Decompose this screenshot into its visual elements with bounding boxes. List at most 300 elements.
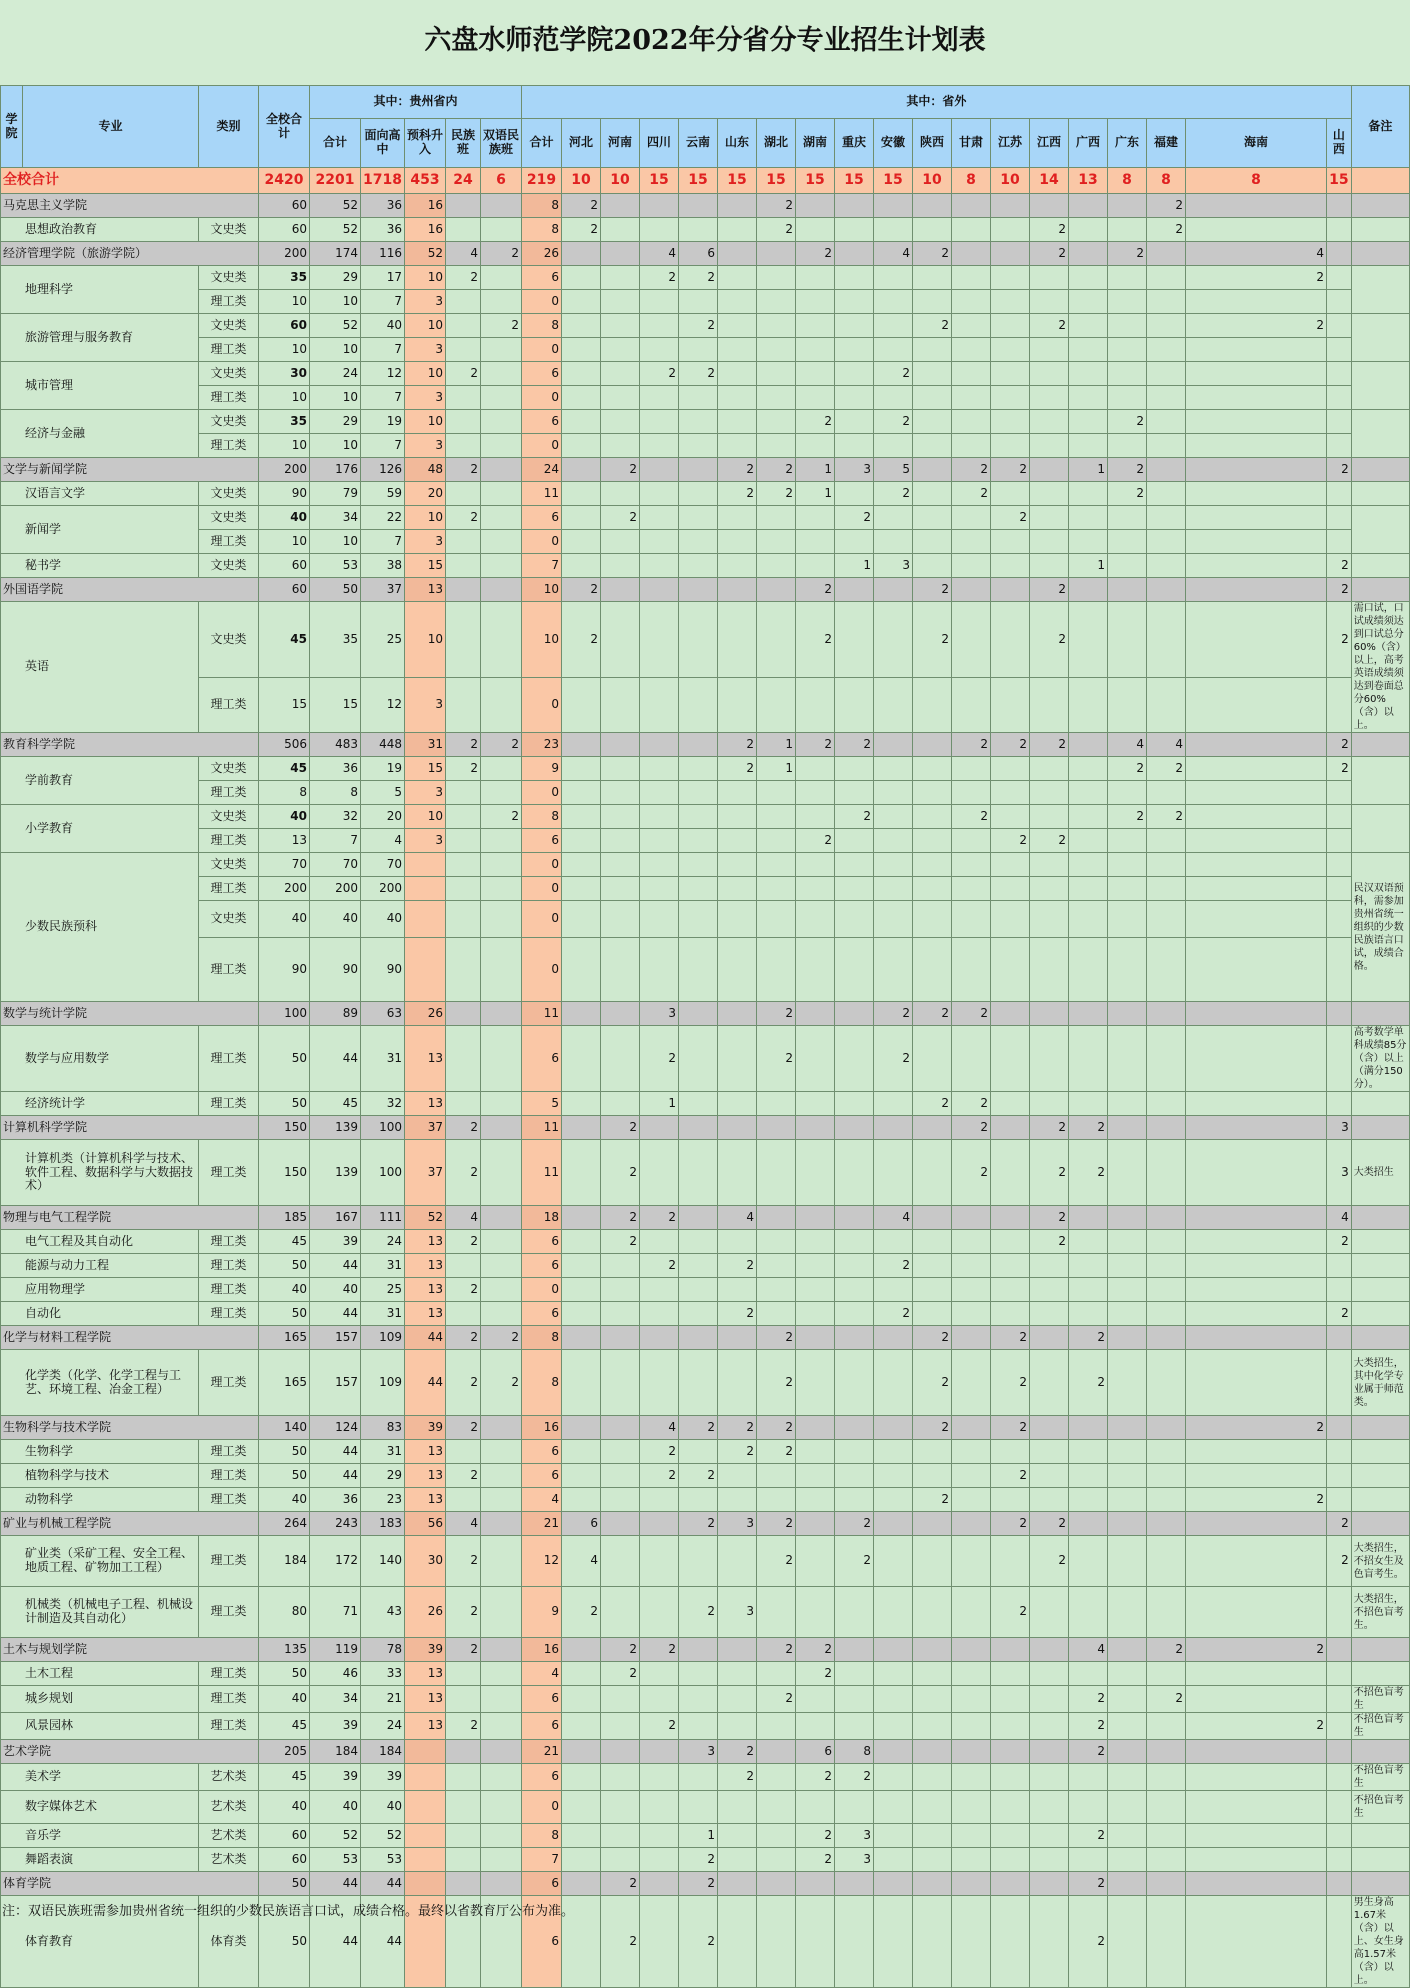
province-cell: 2 [678, 266, 717, 290]
guizhou-cell [480, 506, 521, 530]
outside-total-cell: 0 [521, 901, 561, 938]
province-cell [717, 1791, 756, 1824]
province-cell [1185, 781, 1326, 805]
guizhou-cell: 39 [310, 1764, 361, 1791]
province-cell: 2 [990, 1512, 1029, 1536]
province-cell [1185, 1278, 1326, 1302]
total-cell: 45 [259, 602, 310, 678]
outside-total-cell: 6 [521, 1896, 561, 1988]
province-cell [795, 506, 834, 530]
major-row [1, 1302, 1410, 1326]
major-row [1, 1350, 1410, 1416]
province-cell [1068, 781, 1107, 805]
province-cell [1326, 290, 1351, 314]
province-cell: 2 [1029, 578, 1068, 602]
province-cell [951, 530, 990, 554]
grand-total-cell: 453 [404, 168, 445, 194]
province-cell: 2 [1029, 1512, 1068, 1536]
province-cell [678, 530, 717, 554]
province-cell [756, 602, 795, 678]
major-name: 学前教育 [1, 757, 199, 805]
province-cell [1146, 506, 1185, 530]
province-cell [1068, 266, 1107, 290]
province-cell [1146, 1206, 1185, 1230]
outside-total-cell: 10 [521, 578, 561, 602]
province-cell [1068, 829, 1107, 853]
province-cell [951, 578, 990, 602]
guizhou-cell: 32 [361, 1092, 405, 1116]
province-cell [756, 1791, 795, 1824]
guizhou-cell: 45 [310, 1092, 361, 1116]
total-cell: 40 [259, 805, 310, 829]
province-cell: 4 [873, 242, 912, 266]
guizhou-cell [480, 1002, 521, 1026]
province-cell [561, 733, 600, 757]
guizhou-cell: 2 [445, 266, 480, 290]
province-cell: 1 [1068, 554, 1107, 578]
province-cell [1146, 530, 1185, 554]
province-cell: 2 [795, 1824, 834, 1848]
guizhou-cell: 4 [445, 1512, 480, 1536]
province-cell [990, 1764, 1029, 1791]
guizhou-cell: 44 [310, 1872, 361, 1896]
province-cell [1107, 1302, 1146, 1326]
province-cell [990, 242, 1029, 266]
guizhou-cell: 12 [361, 362, 405, 386]
province-cell [717, 1026, 756, 1092]
province-cell [1107, 877, 1146, 901]
province-cell [834, 938, 873, 1002]
guizhou-cell: 13 [404, 1686, 445, 1713]
major-row [1, 482, 1410, 506]
province-cell: 2 [1107, 757, 1146, 781]
province-cell [1068, 1791, 1107, 1824]
province-cell [600, 218, 639, 242]
province-cell [1326, 829, 1351, 853]
province-cell [990, 602, 1029, 678]
guizhou-cell: 40 [310, 1278, 361, 1302]
province-cell [834, 853, 873, 877]
province-cell [1146, 853, 1185, 877]
province-cell [951, 1512, 990, 1536]
outside-total-cell: 24 [521, 458, 561, 482]
province-cell [717, 1002, 756, 1026]
remark-cell: 民汉双语预科，需参加贵州省统一组织的少数民族语言口试，成绩合格。 [1351, 853, 1409, 1002]
guizhou-cell: 19 [361, 757, 405, 781]
province-cell [990, 853, 1029, 877]
major-row [1, 1092, 1410, 1116]
province-cell [873, 1116, 912, 1140]
province-cell [1185, 1896, 1326, 1988]
remark-cell [1351, 1662, 1409, 1686]
province-cell [600, 1740, 639, 1764]
province-cell [639, 1686, 678, 1713]
province-cell [600, 1512, 639, 1536]
province-cell [1029, 1848, 1068, 1872]
province-cell [795, 530, 834, 554]
guizhou-cell: 2 [445, 1230, 480, 1254]
college-name: 矿业与机械工程学院 [1, 1512, 259, 1536]
province-cell [1146, 242, 1185, 266]
province-cell: 2 [756, 1638, 795, 1662]
province-cell [795, 194, 834, 218]
province-cell [1326, 482, 1351, 506]
province-cell: 2 [1068, 1740, 1107, 1764]
guizhou-cell: 63 [361, 1002, 405, 1026]
province-cell [561, 678, 600, 733]
province-cell [1326, 1464, 1351, 1488]
guizhou-cell: 157 [310, 1326, 361, 1350]
province-cell [678, 678, 717, 733]
guizhou-cell: 33 [361, 1662, 405, 1686]
outside-total-cell: 21 [521, 1740, 561, 1764]
province-cell [1326, 218, 1351, 242]
province-cell [951, 1302, 990, 1326]
province-cell [1068, 410, 1107, 434]
major-name: 汉语言文学 [1, 482, 199, 506]
guizhou-cell: 39 [310, 1230, 361, 1254]
remark-cell: 需口试，口试成绩须达到口试总分60%（含）以上，高考英语成绩须达到卷面总分60%（含）以上。 [1351, 602, 1409, 733]
guizhou-cell: 44 [361, 1896, 405, 1988]
province-cell [795, 938, 834, 1002]
province-cell [834, 1116, 873, 1140]
total-cell: 60 [259, 1824, 310, 1848]
province-cell: 2 [1146, 1638, 1185, 1662]
province-cell: 2 [1107, 458, 1146, 482]
outside-total-cell: 8 [521, 194, 561, 218]
province-cell: 2 [795, 1848, 834, 1872]
province-cell [600, 757, 639, 781]
province-cell [639, 901, 678, 938]
province-cell: 2 [873, 362, 912, 386]
guizhou-cell: 44 [310, 1440, 361, 1464]
province-cell: 4 [717, 1206, 756, 1230]
province-cell: 2 [1146, 805, 1185, 829]
province-cell [600, 578, 639, 602]
province-cell [951, 1440, 990, 1464]
guizhou-cell: 7 [310, 829, 361, 853]
province-cell [1107, 1416, 1146, 1440]
total-cell: 60 [259, 1848, 310, 1872]
outside-total-cell: 6 [521, 1026, 561, 1092]
province-cell [951, 194, 990, 218]
province-cell [951, 314, 990, 338]
province-cell: 2 [717, 1416, 756, 1440]
province-cell: 4 [1107, 733, 1146, 757]
remark-cell [1351, 1302, 1409, 1326]
province-cell: 2 [1068, 1140, 1107, 1206]
province-cell [795, 434, 834, 458]
guizhou-cell: 4 [361, 829, 405, 853]
province-cell: 2 [717, 482, 756, 506]
college-name: 艺术学院 [1, 1740, 259, 1764]
province-cell [1185, 530, 1326, 554]
guizhou-cell: 52 [310, 314, 361, 338]
major-name: 数字媒体艺术 [1, 1791, 199, 1824]
province-cell [1185, 1587, 1326, 1638]
province-cell [1185, 1848, 1326, 1872]
province-cell: 2 [1029, 218, 1068, 242]
total-cell: 135 [259, 1638, 310, 1662]
province-cell [756, 314, 795, 338]
guizhou-cell: 31 [361, 1440, 405, 1464]
province-cell [1029, 1662, 1068, 1686]
guizhou-cell: 50 [310, 578, 361, 602]
province-cell [756, 678, 795, 733]
guizhou-cell: 26 [404, 1587, 445, 1638]
province-cell [1107, 386, 1146, 410]
province-cell: 4 [1326, 1206, 1351, 1230]
province-cell [600, 554, 639, 578]
province-cell: 2 [912, 1416, 951, 1440]
province-cell [600, 194, 639, 218]
province-cell [795, 314, 834, 338]
guizhou-cell: 2 [445, 1416, 480, 1440]
grand-total-cell: 8 [951, 168, 990, 194]
province-cell: 2 [678, 362, 717, 386]
province-cell [1068, 1764, 1107, 1791]
guizhou-cell [480, 1092, 521, 1116]
province-cell [600, 829, 639, 853]
province-cell: 2 [756, 458, 795, 482]
guizhou-cell [480, 1206, 521, 1230]
category-cell: 文史类 [199, 362, 259, 386]
province-cell [834, 829, 873, 853]
remark-cell [1351, 1740, 1409, 1764]
province-cell [990, 1872, 1029, 1896]
province-cell [912, 1140, 951, 1206]
province-cell [756, 554, 795, 578]
province-cell [912, 1872, 951, 1896]
province-cell: 2 [756, 1536, 795, 1587]
province-cell [561, 314, 600, 338]
college-name: 土木与规划学院 [1, 1638, 259, 1662]
guizhou-cell: 3 [404, 781, 445, 805]
province-cell [639, 1512, 678, 1536]
province-cell [1146, 1350, 1185, 1416]
province-cell [639, 733, 678, 757]
category-cell: 理工类 [199, 434, 259, 458]
province-cell [1326, 410, 1351, 434]
total-cell: 185 [259, 1206, 310, 1230]
province-cell [1029, 805, 1068, 829]
guizhou-cell: 31 [361, 1302, 405, 1326]
total-cell: 30 [259, 362, 310, 386]
province-cell [1068, 1002, 1107, 1026]
category-cell: 理工类 [199, 1440, 259, 1464]
major-name: 应用物理学 [1, 1278, 199, 1302]
guizhou-cell: 34 [310, 506, 361, 530]
guizhou-cell: 25 [361, 602, 405, 678]
guizhou-cell: 13 [404, 1662, 445, 1686]
province-cell [990, 410, 1029, 434]
total-cell: 10 [259, 434, 310, 458]
major-name: 地理科学 [1, 266, 199, 314]
province-cell [990, 1638, 1029, 1662]
guizhou-cell: 39 [310, 1713, 361, 1740]
header-province: 山西 [1326, 119, 1351, 168]
guizhou-cell: 44 [310, 1464, 361, 1488]
province-cell [1146, 1824, 1185, 1848]
province-cell [951, 1791, 990, 1824]
province-cell [561, 1302, 600, 1326]
province-cell [834, 482, 873, 506]
grand-total-cell: 10 [912, 168, 951, 194]
province-cell [795, 1791, 834, 1824]
province-cell [1185, 1464, 1326, 1488]
guizhou-cell: 2 [480, 1326, 521, 1350]
province-cell [1107, 1326, 1146, 1350]
province-cell [1185, 1872, 1326, 1896]
province-cell [990, 314, 1029, 338]
guizhou-cell: 16 [404, 194, 445, 218]
province-cell [1068, 602, 1107, 678]
guizhou-cell [480, 1416, 521, 1440]
province-cell [990, 1026, 1029, 1092]
province-cell [756, 1254, 795, 1278]
province-cell [873, 1686, 912, 1713]
province-cell [990, 1662, 1029, 1686]
outside-total-cell: 5 [521, 1092, 561, 1116]
province-cell [1146, 458, 1185, 482]
province-cell [1146, 781, 1185, 805]
province-cell [561, 1764, 600, 1791]
major-name: 风景园林 [1, 1713, 199, 1740]
outside-total-cell: 9 [521, 1587, 561, 1638]
category-cell: 理工类 [199, 1536, 259, 1587]
province-cell [873, 1662, 912, 1686]
province-cell [1185, 757, 1326, 781]
province-cell [1107, 554, 1146, 578]
guizhou-cell: 10 [310, 290, 361, 314]
remark-cell [1351, 733, 1409, 757]
province-cell: 2 [717, 1302, 756, 1326]
header-province: 湖南 [795, 119, 834, 168]
province-cell [756, 578, 795, 602]
outside-total-cell: 6 [521, 1254, 561, 1278]
province-cell [600, 678, 639, 733]
province-cell: 2 [1326, 1512, 1351, 1536]
guizhou-cell: 483 [310, 733, 361, 757]
guizhou-cell [480, 218, 521, 242]
remark-cell [1351, 1872, 1409, 1896]
province-cell [990, 578, 1029, 602]
header-guizhou-col: 合计 [310, 119, 361, 168]
province-cell [600, 1791, 639, 1824]
major-row [1, 1464, 1410, 1488]
province-cell [1185, 1140, 1326, 1206]
province-cell [1185, 578, 1326, 602]
guizhou-cell: 78 [361, 1638, 405, 1662]
province-cell [873, 1488, 912, 1512]
category-cell: 理工类 [199, 1662, 259, 1686]
province-cell: 2 [951, 482, 990, 506]
province-cell [951, 386, 990, 410]
province-cell: 2 [1326, 578, 1351, 602]
guizhou-cell: 10 [404, 314, 445, 338]
major-name: 经济统计学 [1, 1092, 199, 1116]
category-cell: 文史类 [199, 602, 259, 678]
remark-cell: 男生身高1.67米（含）以上、女生身高1.57米（含）以上。 [1351, 1896, 1409, 1988]
province-cell [795, 757, 834, 781]
province-cell [717, 877, 756, 901]
province-cell [834, 1488, 873, 1512]
province-cell: 2 [561, 578, 600, 602]
province-cell: 2 [795, 733, 834, 757]
province-cell [639, 805, 678, 829]
header-province: 四川 [639, 119, 678, 168]
province-cell [561, 1440, 600, 1464]
province-cell [1029, 362, 1068, 386]
major-row [1, 853, 1410, 877]
province-cell [1185, 434, 1326, 458]
outside-total-cell: 0 [521, 434, 561, 458]
province-cell [639, 678, 678, 733]
province-cell [873, 1326, 912, 1350]
province-cell [678, 1026, 717, 1092]
province-cell [951, 290, 990, 314]
province-cell [912, 781, 951, 805]
province-cell [1185, 1536, 1326, 1587]
province-cell [1185, 877, 1326, 901]
province-cell [1326, 1350, 1351, 1416]
province-cell: 2 [639, 1638, 678, 1662]
outside-total-cell: 0 [521, 338, 561, 362]
province-cell: 2 [1068, 1116, 1107, 1140]
province-cell [1326, 506, 1351, 530]
province-cell: 2 [873, 1026, 912, 1092]
province-cell [639, 1488, 678, 1512]
guizhou-cell: 35 [310, 602, 361, 678]
province-cell: 6 [678, 242, 717, 266]
major-name: 秘书学 [1, 554, 199, 578]
outside-total-cell: 6 [521, 1302, 561, 1326]
province-cell [1029, 1713, 1068, 1740]
category-cell: 理工类 [199, 1278, 259, 1302]
guizhou-cell: 2 [480, 733, 521, 757]
guizhou-cell: 139 [310, 1140, 361, 1206]
guizhou-cell: 70 [310, 853, 361, 877]
total-cell: 35 [259, 410, 310, 434]
province-cell [600, 1254, 639, 1278]
guizhou-cell [480, 829, 521, 853]
province-cell [1326, 1662, 1351, 1686]
province-cell [678, 1002, 717, 1026]
province-cell: 2 [1326, 458, 1351, 482]
guizhou-cell [445, 781, 480, 805]
province-cell [1185, 602, 1326, 678]
province-cell [873, 578, 912, 602]
province-cell: 2 [717, 733, 756, 757]
province-cell [1068, 338, 1107, 362]
total-cell: 45 [259, 1230, 310, 1254]
province-cell [912, 1686, 951, 1713]
outside-total-cell: 11 [521, 1002, 561, 1026]
outside-total-cell: 6 [521, 1872, 561, 1896]
guizhou-cell [480, 1254, 521, 1278]
outside-total-cell: 11 [521, 1116, 561, 1140]
province-cell [795, 901, 834, 938]
guizhou-cell: 90 [361, 938, 405, 1002]
province-cell: 2 [834, 1512, 873, 1536]
province-cell [834, 1662, 873, 1686]
remark-cell [1351, 1638, 1409, 1662]
province-cell [639, 314, 678, 338]
province-cell: 2 [873, 410, 912, 434]
province-cell [1326, 877, 1351, 901]
remark-cell [1351, 362, 1409, 410]
province-cell [990, 218, 1029, 242]
